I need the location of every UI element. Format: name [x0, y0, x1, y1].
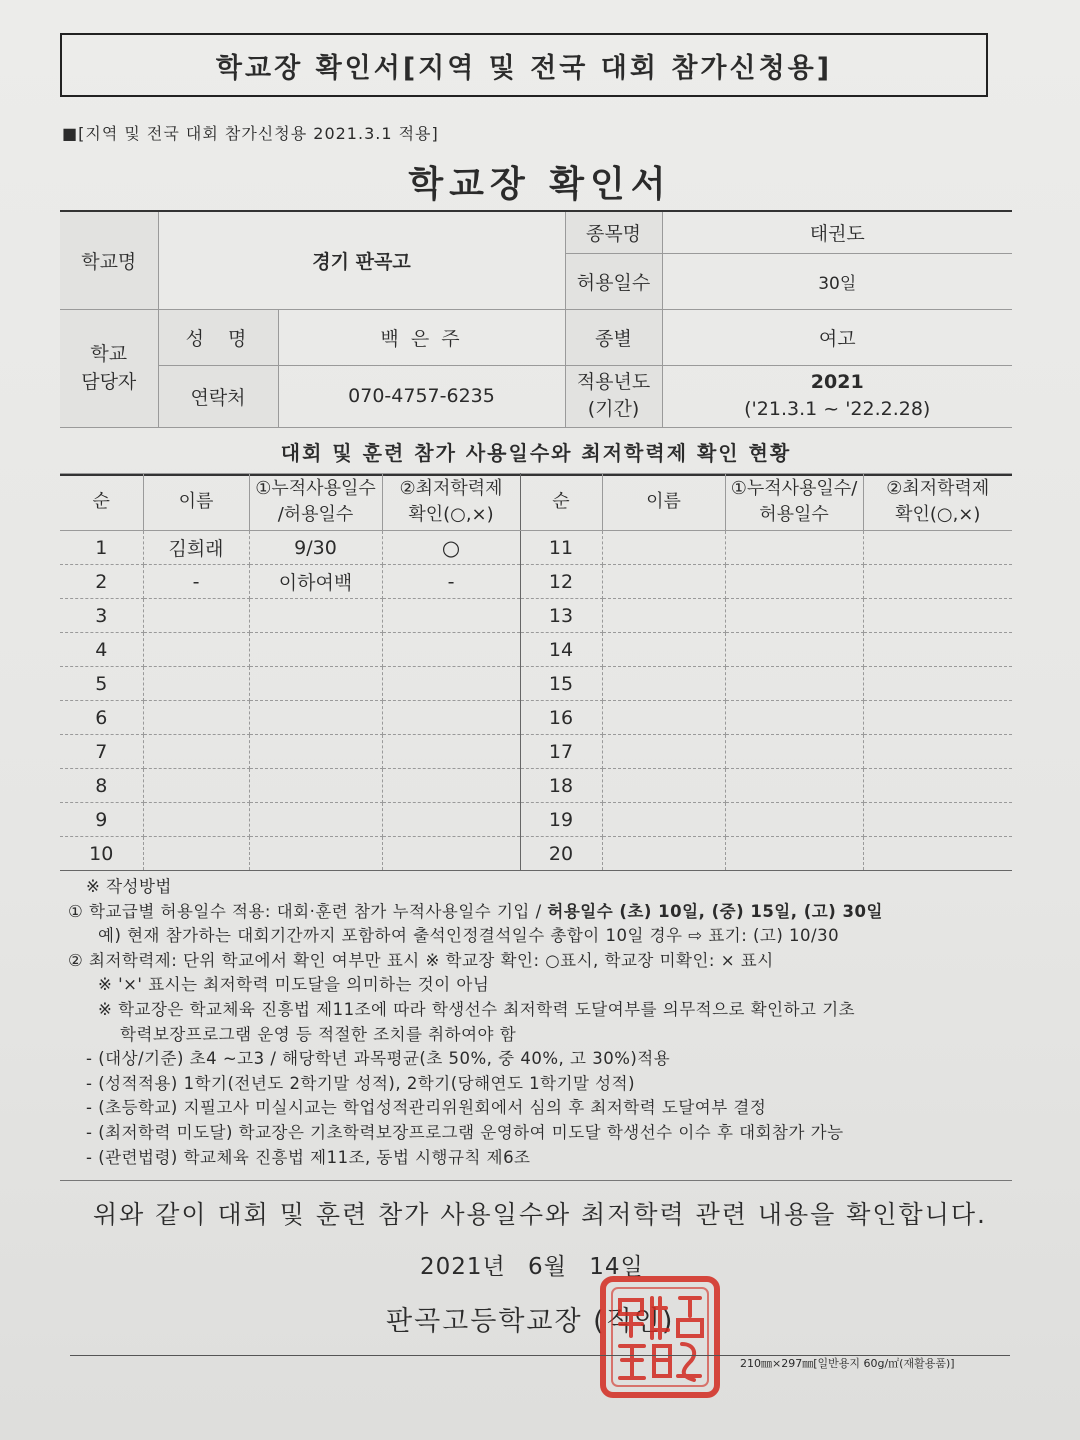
notes-heading: ※ 작성방법 [86, 877, 172, 896]
row-no: 10 [60, 837, 143, 871]
header-check-right [863, 474, 1012, 531]
row-check-right [863, 701, 1012, 735]
row-used-right [725, 633, 863, 667]
phone-label: 연락처 [158, 365, 278, 427]
row-no: 6 [60, 701, 143, 735]
header-used-right-line1: ①누적사용일수/ [730, 478, 858, 499]
row-name-right [602, 667, 725, 701]
row-check-right [863, 531, 1012, 565]
year-label-line1: 적용년도 [576, 371, 651, 393]
header-used-left-line2: /허용일수 [277, 504, 354, 525]
detail-3: - (초등학교) 지필고사 미실시교는 학업성적관리위원회에서 심의 후 최저학력 도달여부 결정 [86, 1098, 767, 1118]
contact-person-label [60, 309, 158, 427]
row-check-right [863, 769, 1012, 803]
row-used [249, 599, 382, 633]
allowed-days-value: 30일 [662, 253, 1012, 309]
header-check-left-line1: ②최저학력제 [399, 478, 503, 499]
row-name [143, 599, 249, 633]
detail-5: - (관련법령) 학교체육 진흥법 제11조, 동법 시행규칙 제6조 [86, 1147, 531, 1167]
paper-spec: 210㎜×297㎜[일반용지 60g/㎡(재활용품)] [740, 1357, 955, 1370]
form-note: ■[지역 및 전국 대회 참가신청용 2021.3.1 적용] [62, 124, 439, 143]
row-used-right [725, 735, 863, 769]
row-used-right [725, 565, 863, 599]
row-check [382, 803, 520, 837]
row-check [382, 667, 520, 701]
row-check-right [863, 803, 1012, 837]
row-used [249, 735, 382, 769]
row-name-right [602, 701, 725, 735]
row-name [143, 633, 249, 667]
table-row [60, 769, 1012, 803]
row-no: 4 [60, 633, 143, 667]
principal-signature: 판곡고등학교장 (직인) [386, 1306, 675, 1337]
row-used-right [725, 667, 863, 701]
table-row [60, 735, 1012, 769]
note-1-text: ① 학교급별 허용일수 적용: 대회·훈련 참가 누적사용일수 기입 / [68, 901, 548, 921]
detail-4: - (최저학력 미도달) 학교장은 기초학력보장프로그램 운영하여 미도달 학생선수 이수 후 대회참가 가능 [86, 1122, 844, 1142]
row-check-right [863, 633, 1012, 667]
header-no-left: 순 [60, 474, 143, 531]
table-row [60, 701, 1012, 735]
row-no-right: 17 [520, 735, 602, 769]
note-2-b: ※ 학교장은 학교체육 진흥법 제11조에 따라 학생선수 최저학력 도달여부를 의무적으로 확인하고 기초 [98, 999, 856, 1019]
row-used-right [725, 701, 863, 735]
footer-divider [60, 1180, 1012, 1181]
row-check-right [863, 599, 1012, 633]
header-name-right: 이름 [602, 474, 725, 531]
row-name-right [602, 803, 725, 837]
row-used-right [725, 837, 863, 871]
row-name [143, 701, 249, 735]
school-name-label: 학교명 [60, 211, 158, 309]
row-used-right [725, 531, 863, 565]
row-used [249, 803, 382, 837]
row-name [143, 803, 249, 837]
table-row [60, 803, 1012, 837]
row-name: - [143, 565, 249, 599]
row-no: 9 [60, 803, 143, 837]
row-used [249, 837, 382, 871]
table-row [60, 531, 1012, 565]
row-no-right: 15 [520, 667, 602, 701]
row-check: - [382, 565, 520, 599]
row-name-right [602, 837, 725, 871]
table-row [60, 837, 1012, 871]
row-name-right [602, 633, 725, 667]
year-label [565, 365, 662, 427]
note-1-allowed-days: 허용일수 (초) 10일, (중) 15일, (고) 30일 [547, 901, 883, 921]
header-used-right [725, 474, 863, 531]
row-name-right [602, 735, 725, 769]
school-info-table [60, 210, 1012, 428]
name-value: 백 은 주 [278, 309, 565, 365]
row-check-right [863, 667, 1012, 701]
row-name [143, 667, 249, 701]
row-no-right: 11 [520, 531, 602, 565]
row-used [249, 769, 382, 803]
header-name-left: 이름 [143, 474, 249, 531]
row-no-right: 12 [520, 565, 602, 599]
row-no: 3 [60, 599, 143, 633]
detail-2: - (성적적용) 1학기(전년도 2학기말 성적), 2학기(당해연도 1학기말 성적) [86, 1073, 636, 1093]
header-check-right-line2: 확인(○,×) [895, 504, 981, 525]
row-check-right [863, 837, 1012, 871]
row-no: 5 [60, 667, 143, 701]
row-no-right: 20 [520, 837, 602, 871]
issue-date: 2021년 6월 14일 [420, 1254, 644, 1280]
writing-instructions [68, 875, 1018, 1170]
row-used [249, 701, 382, 735]
row-check [382, 837, 520, 871]
row-used-right [725, 803, 863, 837]
note-2-c: 학력보장프로그램 운영 등 적절한 조치를 취하여야 함 [120, 1024, 517, 1044]
phone-value: 070-4757-6235 [278, 365, 565, 427]
row-name-right [602, 599, 725, 633]
usage-section-title: 대회 및 훈련 참가 사용일수와 최저학력제 확인 현황 [60, 427, 1012, 476]
row-check [382, 769, 520, 803]
row-check [382, 735, 520, 769]
name-label: 성 명 [158, 309, 278, 365]
confirmation-statement: 위와 같이 대회 및 훈련 참가 사용일수와 최저학력 관련 내용을 확인합니다. [93, 1200, 987, 1229]
header-no-right: 순 [520, 474, 602, 531]
row-check [382, 633, 520, 667]
row-used: 9/30 [249, 531, 382, 565]
school-name-value: 경기 판곡고 [158, 211, 565, 309]
header-check-right-line1: ②최저학력제 [886, 478, 990, 499]
contact-person-label-line1: 학교 [90, 343, 128, 365]
row-check-right [863, 565, 1012, 599]
row-no-right: 16 [520, 701, 602, 735]
row-used-right [725, 599, 863, 633]
row-no: 8 [60, 769, 143, 803]
table-row [60, 565, 1012, 599]
row-used [249, 633, 382, 667]
row-name [143, 769, 249, 803]
category-value: 여고 [662, 309, 1012, 365]
row-used-right [725, 769, 863, 803]
note-1 [68, 900, 1018, 925]
table-row [60, 633, 1012, 667]
row-no-right: 18 [520, 769, 602, 803]
event-label: 종목명 [565, 211, 662, 253]
page-title: 학교장 확인서 [408, 164, 672, 205]
header-used-right-line2: 허용일수 [759, 504, 829, 525]
row-check-right [863, 735, 1012, 769]
table-row [60, 599, 1012, 633]
row-check: ○ [382, 531, 520, 565]
row-name [143, 735, 249, 769]
header-check-left [382, 474, 520, 531]
contact-person-label-line2: 담당자 [81, 371, 137, 393]
note-2-a: ※ '×' 표시는 최저학력 미도달을 의미하는 것이 아님 [98, 975, 490, 995]
row-no-right: 13 [520, 599, 602, 633]
row-used: 이하여백 [249, 565, 382, 599]
header-check-left-line2: 확인(○,×) [408, 504, 494, 525]
row-name: 김희래 [143, 531, 249, 565]
row-name-right [602, 769, 725, 803]
category-label: 종별 [565, 309, 662, 365]
detail-1: - (대상/기준) 초4 ~고3 / 해당학년 과목평균(초 50%, 중 40%, 고 30%)적용 [86, 1049, 671, 1069]
allowed-days-label: 허용일수 [565, 253, 662, 309]
note-2: ② 최저학력제: 단위 학교에서 확인 여부만 표시 ※ 학교장 확인: ○표시, 학교장 미확인: × 표시 [68, 950, 774, 970]
note-1-example: 예) 현재 참가하는 대회기간까지 포함하여 출석인정결석일수 총합이 10일 경우 ⇨ 표기: (고) 10/30 [98, 926, 840, 946]
year-period: ('21.3.1 ~ '22.2.28) [744, 398, 931, 420]
row-name-right [602, 565, 725, 599]
row-no: 2 [60, 565, 143, 599]
row-name [143, 837, 249, 871]
row-name-right [602, 531, 725, 565]
usage-table [60, 473, 1012, 871]
year-label-line2: (기간) [587, 398, 640, 420]
header-title: 학교장 확인서[지역 및 전국 대회 참가신청용] [60, 33, 988, 97]
row-check [382, 701, 520, 735]
year-value [662, 365, 1012, 427]
table-row [60, 667, 1012, 701]
year-number: 2021 [810, 371, 864, 393]
row-no-right: 14 [520, 633, 602, 667]
row-no: 7 [60, 735, 143, 769]
event-value: 태권도 [662, 211, 1012, 253]
official-seal-stamp [598, 1274, 722, 1400]
row-used [249, 667, 382, 701]
header-used-left [249, 474, 382, 531]
row-check [382, 599, 520, 633]
row-no-right: 19 [520, 803, 602, 837]
header-used-left-line1: ①누적사용일수 [255, 478, 376, 499]
row-no: 1 [60, 531, 143, 565]
